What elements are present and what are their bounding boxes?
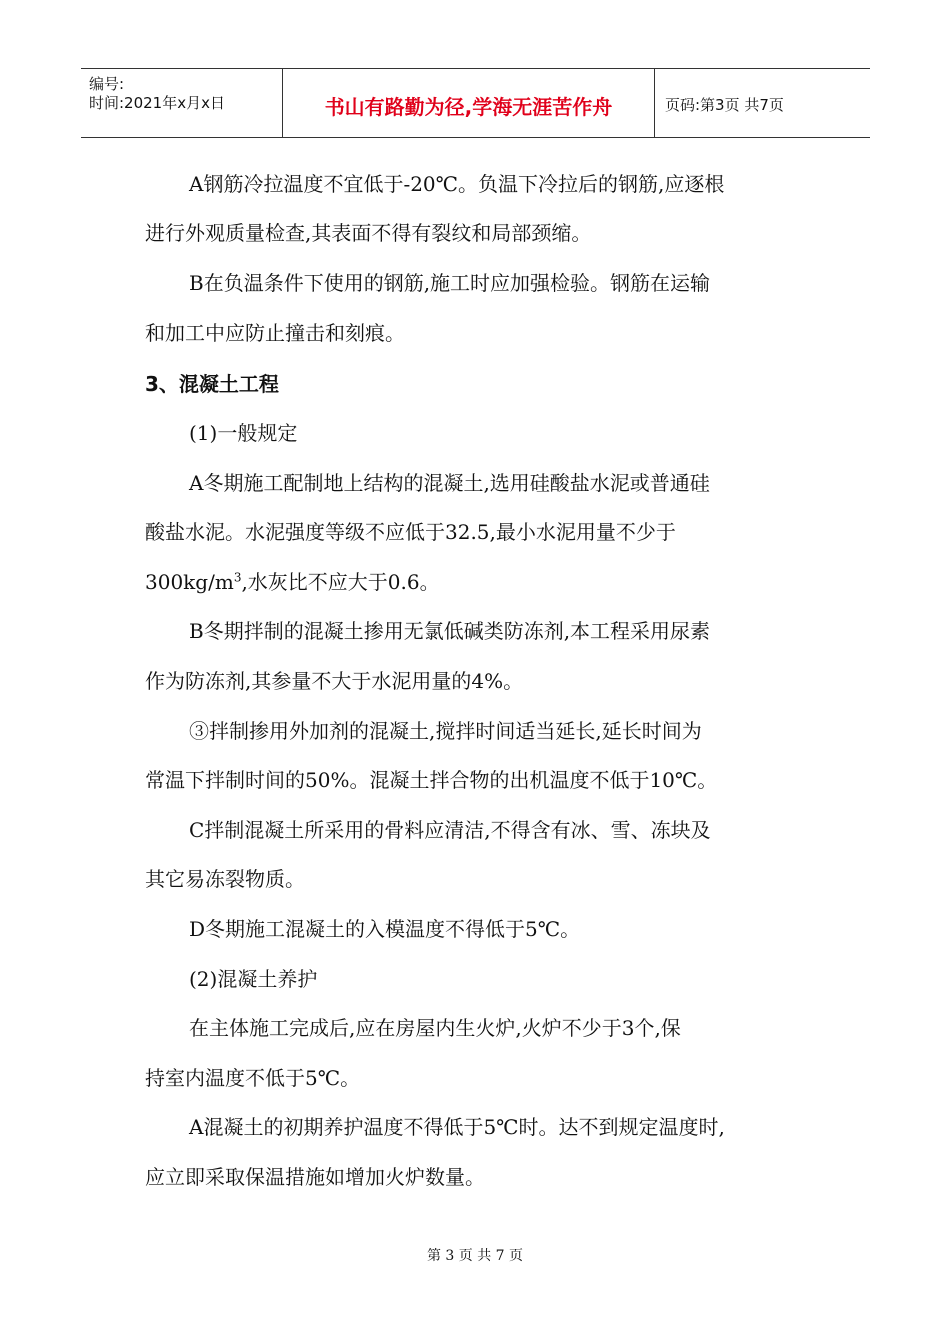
- header-motto: 书山有路勤为径,学海无涯苦作舟: [324, 95, 613, 119]
- section-heading: 3、混凝土工程: [145, 372, 279, 396]
- header-page-cell: [655, 69, 870, 137]
- paragraph-line: [145, 568, 440, 596]
- paragraph-line: 和加工中应防止撞击和刻痕。: [145, 321, 405, 345]
- paragraph-line: 其它易冻裂物质。: [145, 867, 305, 891]
- document-number-label: 编号:: [89, 75, 125, 93]
- header-page-code: 页码:第3页 共7页: [665, 96, 784, 114]
- document-date-label: 时间:2021年x月x日: [89, 94, 225, 112]
- paragraph-line: A冬期施工配制地上结构的混凝土,选用硅酸盐水泥或普通硅: [189, 471, 710, 495]
- subsection-heading: (2)混凝土养护: [189, 967, 318, 991]
- page-header: [81, 68, 870, 138]
- page-footer: 第 3 页 共 7 页: [426, 1248, 524, 1264]
- paragraph-line: C拌制混凝土所采用的骨料应清洁,不得含有冰、雪、冻块及: [189, 818, 711, 842]
- header-motto-cell: [283, 69, 655, 137]
- unit-value: 300kg/m: [145, 570, 234, 594]
- subsection-heading: (1)一般规定: [189, 421, 298, 445]
- paragraph-line: B在负温条件下使用的钢筋,施工时应加强检验。钢筋在运输: [189, 271, 711, 295]
- paragraph-line: B冬期拌制的混凝土掺用无氯低碱类防冻剂,本工程采用尿素: [189, 619, 711, 643]
- paragraph-line: 常温下拌制时间的50%。混凝土拌合物的出机温度不低于10℃。: [145, 768, 718, 792]
- paragraph-line: A钢筋冷拉温度不宜低于-20℃。负温下冷拉后的钢筋,应逐根: [189, 172, 725, 196]
- paragraph-line: 作为防冻剂,其参量不大于水泥用量的4%。: [145, 669, 524, 693]
- unit-superscript: 3: [233, 570, 242, 585]
- header-info-cell: [81, 69, 283, 137]
- paragraph-line: 在主体施工完成后,应在房屋内生火炉,火炉不少于3个,保: [189, 1016, 681, 1040]
- paragraph-line: D冬期施工混凝土的入模温度不得低于5℃。: [189, 917, 581, 941]
- paragraph-line: 应立即采取保温措施如增加火炉数量。: [145, 1165, 485, 1189]
- paragraph-line: 酸盐水泥。水泥强度等级不应低于32.5,最小水泥用量不少于: [145, 520, 676, 544]
- paragraph-text: ,水灰比不应大于0.6。: [241, 570, 440, 594]
- paragraph-line: A混凝土的初期养护温度不得低于5℃时。达不到规定温度时,: [189, 1115, 725, 1139]
- paragraph-line: 持室内温度不低于5℃。: [145, 1066, 361, 1090]
- paragraph-line: 进行外观质量检查,其表面不得有裂纹和局部颈缩。: [145, 221, 592, 245]
- paragraph-line: ③拌制掺用外加剂的混凝土,搅拌时间适当延长,延长时间为: [189, 719, 702, 743]
